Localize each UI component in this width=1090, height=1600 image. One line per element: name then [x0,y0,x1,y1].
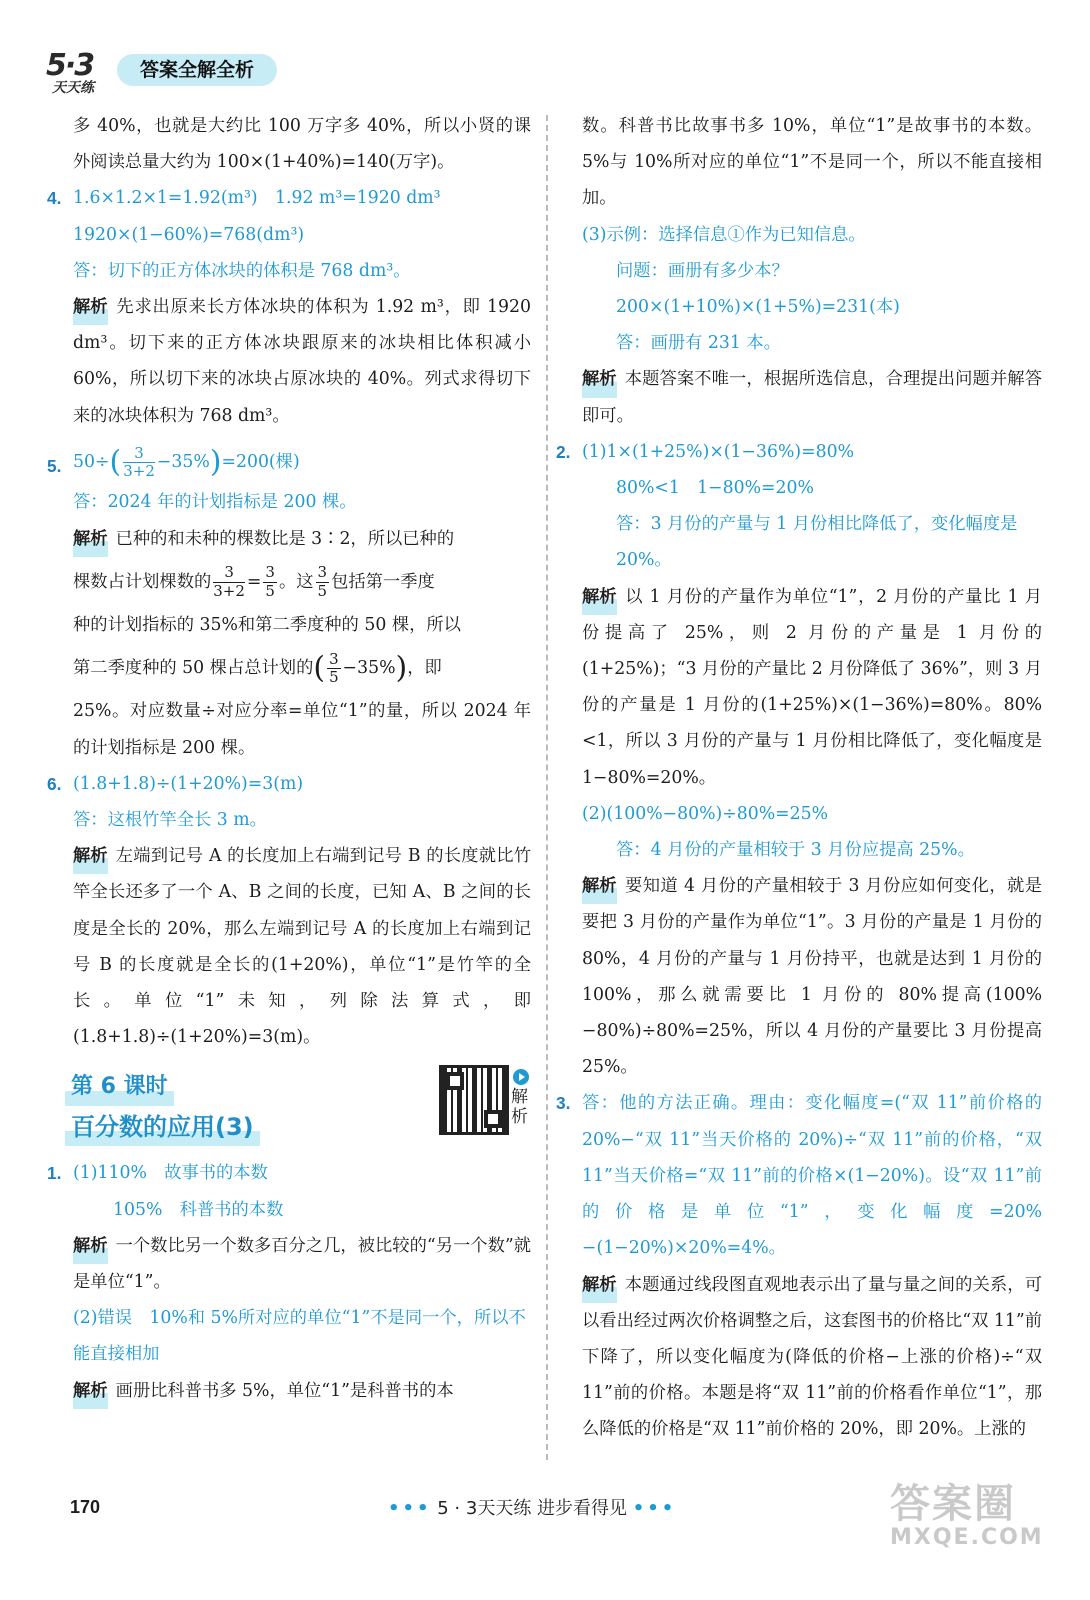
qr-code[interactable] [439,1065,509,1135]
qr-label: 解析 [511,1087,528,1128]
answer-line: 答：这根竹竿全长 3 m。 [73,810,267,831]
analysis-text: 一个数比另一个数多百分之几，被比较的“另一个数”就是单位“1”。 [73,1235,531,1293]
calc-line: 80%<1 1−80%=20% [616,478,814,499]
formula-part: −35% [156,451,210,472]
slogan-text: 5 · 3天天练 进步看得见 [437,1498,628,1519]
analysis-label: 解析 [582,579,617,615]
continued-paragraph: 多 40%，也就是大约比 100 万字多 40%，所以小贤的课外阅读总量大约为 100×(1+40%)=140(万字)。 [73,116,531,173]
watermark [890,1482,1044,1550]
analysis-text: 25%。对应数量÷对应分率=单位“1”的量，所以 2024 年的计划指标是 200 棵。 [73,701,531,758]
analysis-text: 棵数占计划棵数的 [73,571,212,592]
analysis-text: 先求出原来长方体冰块的体积为 1.92 m³，即 1920 dm³。切下来的正方体冰块跟原来的冰块相比体积减小 60%，所以切下来的冰块占原冰块的 40%。列式求得切下来的冰块体积为 768 dm³。 [73,297,531,426]
answer-line: 答：4 月份的产量相较于 3 月份应提高 25%。 [616,840,975,861]
calc-line: 200×(1+10%)×(1+5%)=231(本) [616,297,900,318]
question-2 [556,434,1042,1086]
answer-line: 答：切下的正方体冰块的体积是 768 dm³。 [73,260,411,281]
analysis-block [73,521,531,766]
analysis-text: 。这 [278,571,314,592]
lesson-heading [73,1063,531,1155]
question-number: 2. [556,441,571,462]
lesson-topic: 百分数的应用(3) [65,1109,260,1145]
calc-line [73,440,531,485]
denominator: 3+2 [123,461,155,480]
analysis-text: 要知道 4 月份的产量相较于 3 月份应如何变化，就是要把 3 月份的产量作为单位“1”。3 月份的产量是 1 月份的 80%，4 月份的产量与 1 月份持平，也就是达到 1 月份的 100%，那么就需要比 1 月份的 80%提高(100%−80%)÷80%=25%，所以 4 月份的产量要比 3 月份提高 25%。 [582,876,1042,1078]
dots-decoration: ••• [388,1498,432,1519]
analysis-block [73,289,531,434]
footer-slogan [388,1494,676,1520]
page-header [32,40,292,94]
analysis-label: 解析 [73,838,108,874]
analysis-text: 包括第一季度 [331,571,435,592]
analysis-text: 左端到记号 A 的长度加上右端到记号 B 的长度就比竹竿全长还多了一个 A、B 之间的长度，已知 A、B 之间的长度是全长的 20%，那么左端到记号 A 的长度加上右端到记号 B 的长度就是全长的(1+20%)，单位“1”是竹竿的全长。单位“1”未知，列除法算式，即(1.8+1.8)÷(1+20%)=3(m)。 [73,846,531,1048]
answer-line: 答：画册有 231 本。 [616,333,781,354]
analysis-text: 本题通过线段图直观地表示出了量与量之间的关系，可以看出经过两次价格调整之后，这套图书的价格比“双 11”前下降了，所以变化幅度为(降低的价格−上涨的价格)÷“双 11”前的价格。本题是将“双 11”前的价格看作单位“1”，那么降低的价格是“双 11”前价格的 20%，即 20%。上涨的 [582,1274,1042,1440]
continued-paragraph: 数。科普书比故事书多 10%，单位“1”是故事书的本数。5%与 10%所对应的单位“1”不是同一个，所以不能直接相加。 [582,116,1042,209]
analysis-label: 解析 [73,521,108,557]
analysis-label: 解析 [582,1267,617,1303]
question-6 [47,766,531,1056]
analysis-block [582,361,1042,433]
question-3 [556,1085,1042,1447]
calc-line: 1920×(1−60%)=768(dm³) [73,224,305,245]
answer-line: 问题：画册有多少本？ [616,260,789,281]
question-number: 3. [556,1093,571,1114]
answer-block: 答：他的方法正确。理由：变化幅度=(“双 11”前价格的 20%−“双 11”当天价格的 20%)÷“双 11”前的价格，“双 11”当天价格=“双 11”前的价格×(1−20%)。设“双 11”前的价格是单位“1”，变化幅度=20%−(1−20%)×20%=4%。 [582,1093,1042,1259]
formula-result: =200(棵) [221,451,300,472]
analysis-text: 种的计划指标的 35%和第二季度种的 50 棵，所以 [73,614,461,635]
analysis-label: 解析 [73,289,108,325]
denominator: 5 [317,581,328,600]
calc-line: 1.6×1.2×1=1.92(m³) 1.92 m³=1920 dm³ [73,188,441,209]
answer-line: (1)110% 故事书的本数 [73,1163,268,1184]
analysis-block [73,1373,531,1409]
logo-text: 5·3 [46,48,94,83]
calc-line: (2)(100%−80%)÷80%=25% [582,803,829,824]
analysis-block [582,1267,1042,1448]
question-number: 1. [47,1163,62,1184]
analysis-block [582,579,1042,796]
analysis-text: 已种的和未种的棵数比是 3∶2，所以已种的 [115,528,455,549]
left-column [47,108,531,1409]
equals-sign: = [246,571,262,592]
calc-line: (1.8+1.8)÷(1+20%)=3(m) [73,773,304,794]
analysis-block [73,1228,531,1300]
fraction [123,445,155,481]
answer-line: 答：3 月份的产量与 1 月份相比降低了，变化幅度是 20%。 [616,514,1018,571]
logo-subtext: 天天练 [52,80,94,96]
question-number: 6. [47,773,62,794]
analysis-label: 解析 [582,868,617,904]
numerator: 3 [123,445,155,463]
formula-part: 50÷ [73,451,110,472]
numerator: 3 [329,649,339,668]
watermark-text: 答案圈 [890,1481,1016,1527]
paren: ) [209,444,222,480]
paren: ( [313,650,326,686]
analysis-text: 本题答案不唯一，根据所选信息，合理提出问题并解答即可。 [582,369,1042,426]
question-number: 5. [47,455,62,476]
section-title: 答案全解全析 [117,54,277,86]
answer-line: 答：2024 年的计划指标是 200 棵。 [73,492,357,513]
paren: ) [395,650,408,686]
analysis-block [582,868,1042,1085]
analysis-text: 第二季度种的 50 棵占总计划的 [73,657,314,678]
brand-logo [46,48,94,97]
right-column [556,108,1042,1448]
column-divider [546,115,548,1460]
lesson-number: 第 6 课时 [65,1069,174,1105]
fraction [213,564,245,600]
fraction [263,564,277,600]
section-question-1 [47,1155,531,1408]
question-4 [47,180,531,433]
denominator: 5 [265,581,275,600]
denominator: 3+2 [213,581,245,600]
analysis-text: ，即 [407,657,442,678]
page-number: 170 [70,1497,101,1517]
denominator: 5 [329,667,339,686]
analysis-block [73,838,531,1055]
dots-decoration: ••• [632,1498,677,1519]
answer-line: 105% 科普书的本数 [113,1199,284,1220]
calc-line: (1)1×(1+25%)×(1−36%)=80% [582,441,855,462]
analysis-label: 解析 [73,1228,108,1264]
answer-line: (2)错误 10%和 5%所对应的单位“1”不是同一个，所以不能直接相加 [73,1308,526,1365]
numerator: 3 [317,563,328,582]
analysis-text: 画册比科普书多 5%，单位“1”是科普书的本 [115,1380,454,1401]
watermark-url: MXQE.COM [890,1525,1044,1550]
paren: ( [109,444,122,480]
question-5 [47,440,531,766]
play-icon[interactable] [513,1069,529,1085]
fraction [316,564,330,600]
fraction [327,651,341,687]
formula-part: −35% [342,657,396,678]
answer-line: (3)示例：选择信息①作为已知信息。 [582,224,866,245]
analysis-label: 解析 [73,1373,108,1409]
analysis-text: 以 1 月份的产量作为单位“1”，2 月份的产量比 1 月份提高了 25%，则 2 月份的产量是 1 月份的(1+25%)；“3 月份的产量比 2 月份降低了 36%”，则 3 月份的产量是 1 月份的(1+25%)×(1−36%)=80%。80%<1，所以 3 月份的产量与 1 月份相比降低了，变化幅度是 1−80%=20%。 [582,586,1042,788]
numerator: 3 [213,564,245,582]
analysis-label: 解析 [582,361,617,397]
numerator: 3 [265,563,275,582]
question-number: 4. [47,188,62,209]
